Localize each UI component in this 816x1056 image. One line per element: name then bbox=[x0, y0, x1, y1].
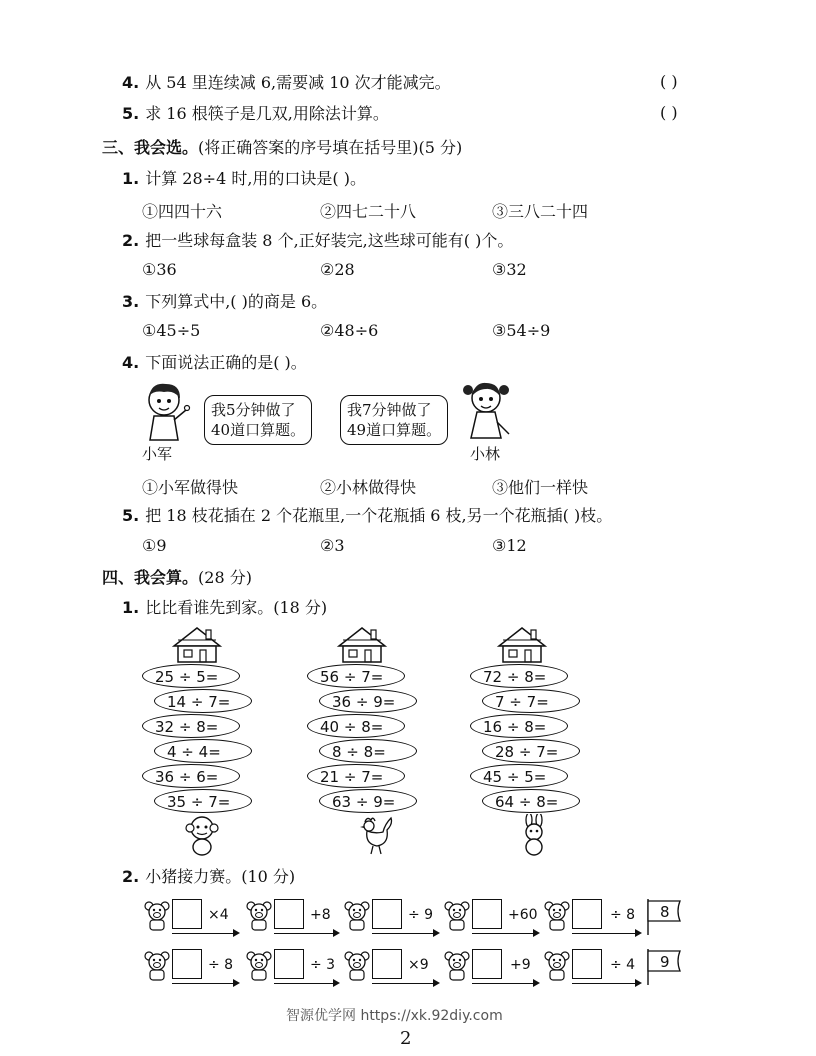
question-number: 2. bbox=[122, 231, 140, 250]
question-text: 求 16 根筷子是几双,用除法计算。 bbox=[145, 104, 389, 123]
question-text: 把一些球每盒装 8 个,正好装完,这些球可能有( )个。 bbox=[145, 231, 514, 250]
choice-q3 bbox=[122, 291, 327, 313]
question-number: 2. bbox=[122, 867, 140, 886]
question-text: 把 18 枝花插在 2 个花瓶里,一个花瓶插 6 枝,另一个花瓶插( )枝。 bbox=[145, 506, 613, 525]
question-text: 计算 28÷4 时,用的口诀是( )。 bbox=[145, 169, 366, 188]
pig-icon bbox=[246, 951, 272, 981]
calc-q2 bbox=[122, 866, 295, 888]
question-number: 1. bbox=[122, 169, 140, 188]
girl-illustration bbox=[455, 378, 517, 444]
section-heading: 三、我会选。 bbox=[102, 138, 199, 157]
operation-label: ×4 bbox=[208, 907, 229, 923]
right-speech-bubble bbox=[340, 395, 448, 445]
answer-box[interactable] bbox=[472, 899, 502, 929]
bubble-line: 我7分钟做了 bbox=[347, 401, 432, 419]
question-text: 从 54 里连续减 6,需要减 10 次才能减完。 bbox=[145, 73, 451, 92]
option-2[interactable]: ②28 bbox=[320, 260, 355, 279]
division-ellipse[interactable]: 45 ÷ 5= bbox=[470, 764, 568, 788]
question-number: 1. bbox=[122, 598, 140, 617]
operation-label: ÷ 8 bbox=[208, 957, 234, 973]
section-heading: 四、我会算。 bbox=[102, 568, 199, 587]
calc-q1 bbox=[122, 597, 327, 619]
division-ellipse[interactable]: 36 ÷ 6= bbox=[142, 764, 240, 788]
choice-q2 bbox=[122, 230, 513, 252]
answer-box[interactable] bbox=[572, 949, 602, 979]
section-4-title bbox=[102, 567, 252, 589]
pig-icon bbox=[544, 951, 570, 981]
option-1[interactable]: ①45÷5 bbox=[142, 321, 201, 340]
true-false-q5 bbox=[122, 103, 389, 125]
division-ellipse[interactable]: 28 ÷ 7= bbox=[482, 739, 580, 763]
left-name: 小军 bbox=[142, 445, 173, 463]
pig-icon bbox=[344, 951, 370, 981]
option-3[interactable]: ③三八二十四 bbox=[492, 202, 589, 221]
answer-box[interactable] bbox=[172, 949, 202, 979]
division-ellipse[interactable]: 36 ÷ 9= bbox=[319, 689, 417, 713]
house-icon bbox=[170, 626, 224, 664]
option-2[interactable]: ②四七二十八 bbox=[320, 202, 417, 221]
footer-watermark: 智源优学网 https://xk.92diy.com bbox=[286, 1008, 503, 1024]
division-ellipse[interactable]: 8 ÷ 8= bbox=[319, 739, 417, 763]
operation-label: +9 bbox=[510, 957, 531, 973]
choice-q5 bbox=[122, 505, 612, 527]
section-note: (将正确答案的序号填在括号里)(5 分) bbox=[198, 138, 463, 157]
division-ellipse[interactable]: 21 ÷ 7= bbox=[307, 764, 405, 788]
arrow-icon bbox=[572, 983, 640, 984]
relay-row-2 bbox=[0, 947, 816, 987]
right-name: 小林 bbox=[470, 445, 501, 463]
option-3[interactable]: ③12 bbox=[492, 536, 527, 555]
option-2[interactable]: ②48÷6 bbox=[320, 321, 379, 340]
question-text: 比比看谁先到家。(18 分) bbox=[145, 598, 328, 617]
question-text: 下列算式中,( )的商是 6。 bbox=[145, 292, 328, 311]
question-text: 小猪接力赛。(10 分) bbox=[145, 867, 296, 886]
flag-value: 8 bbox=[660, 903, 670, 921]
question-number: 5. bbox=[122, 506, 140, 525]
option-2[interactable]: ②小林做得快 bbox=[320, 478, 417, 497]
pig-icon bbox=[144, 951, 170, 981]
boy-illustration bbox=[138, 380, 198, 444]
option-3[interactable]: ③他们一样快 bbox=[492, 478, 589, 497]
operation-label: ÷ 4 bbox=[610, 957, 636, 973]
question-number: 4. bbox=[122, 73, 140, 92]
division-ellipse[interactable]: 14 ÷ 7= bbox=[154, 689, 252, 713]
answer-box[interactable] bbox=[274, 949, 304, 979]
arrow-icon bbox=[372, 983, 438, 984]
answer-box[interactable] bbox=[274, 899, 304, 929]
house-icon bbox=[495, 626, 549, 664]
arrow-icon bbox=[274, 933, 338, 934]
rooster-icon bbox=[355, 814, 397, 856]
answer-paren[interactable]: ( ) bbox=[660, 72, 678, 91]
pig-icon bbox=[344, 901, 370, 931]
arrow-icon bbox=[172, 983, 238, 984]
option-3[interactable]: ③32 bbox=[492, 260, 527, 279]
monkey-icon bbox=[182, 814, 222, 856]
pig-icon bbox=[444, 951, 470, 981]
arrow-icon bbox=[472, 983, 538, 984]
choice-q1 bbox=[122, 168, 366, 190]
operation-label: +8 bbox=[310, 907, 331, 923]
division-ellipse[interactable]: 4 ÷ 4= bbox=[154, 739, 252, 763]
operation-label: ×9 bbox=[408, 957, 429, 973]
section-note: (28 分) bbox=[198, 568, 252, 587]
answer-box[interactable] bbox=[472, 949, 502, 979]
house-icon bbox=[335, 626, 389, 664]
division-ellipse[interactable]: 35 ÷ 7= bbox=[154, 789, 252, 813]
arrow-icon bbox=[172, 933, 238, 934]
page-number: 2 bbox=[400, 1028, 412, 1049]
question-number: 3. bbox=[122, 292, 140, 311]
division-ellipse[interactable]: 25 ÷ 5= bbox=[142, 664, 240, 688]
answer-paren[interactable]: ( ) bbox=[660, 103, 678, 122]
answer-box[interactable] bbox=[372, 949, 402, 979]
operation-label: ÷ 9 bbox=[408, 907, 434, 923]
division-ellipse[interactable]: 40 ÷ 8= bbox=[307, 714, 405, 738]
pig-icon bbox=[544, 901, 570, 931]
arrow-icon bbox=[372, 933, 438, 934]
pig-icon bbox=[144, 901, 170, 931]
option-1[interactable]: ①小军做得快 bbox=[142, 478, 239, 497]
answer-box[interactable] bbox=[172, 899, 202, 929]
arrow-icon bbox=[274, 983, 338, 984]
division-ellipse[interactable]: 64 ÷ 8= bbox=[482, 789, 580, 813]
option-3[interactable]: ③54÷9 bbox=[492, 321, 551, 340]
division-ellipse[interactable]: 7 ÷ 7= bbox=[482, 689, 580, 713]
question-number: 4. bbox=[122, 353, 140, 372]
pig-icon bbox=[246, 901, 272, 931]
section-3-title bbox=[102, 137, 462, 159]
division-ellipse[interactable]: 56 ÷ 7= bbox=[307, 664, 405, 688]
left-speech-bubble bbox=[204, 395, 312, 445]
bubble-line: 我5分钟做了 bbox=[211, 401, 296, 419]
answer-box[interactable] bbox=[372, 899, 402, 929]
arrow-icon bbox=[472, 933, 538, 934]
operation-label: ÷ 8 bbox=[610, 907, 636, 923]
relay-row-1 bbox=[0, 897, 816, 937]
choice-q4 bbox=[122, 352, 307, 374]
division-ellipse[interactable]: 32 ÷ 8= bbox=[142, 714, 240, 738]
arrow-icon bbox=[572, 933, 640, 934]
bubble-line: 49道口算题。 bbox=[347, 421, 442, 439]
question-number: 5. bbox=[122, 104, 140, 123]
rabbit-icon bbox=[515, 814, 555, 856]
operation-label: +60 bbox=[508, 907, 538, 923]
option-1[interactable]: ①四四十六 bbox=[142, 202, 223, 221]
question-text: 下面说法正确的是( )。 bbox=[145, 353, 307, 372]
flag-value: 9 bbox=[660, 953, 670, 971]
option-2[interactable]: ②3 bbox=[320, 536, 345, 555]
division-ellipse[interactable]: 72 ÷ 8= bbox=[470, 664, 568, 688]
pig-icon bbox=[444, 901, 470, 931]
division-ellipse[interactable]: 63 ÷ 9= bbox=[319, 789, 417, 813]
true-false-q4 bbox=[122, 72, 451, 94]
operation-label: ÷ 3 bbox=[310, 957, 336, 973]
option-1[interactable]: ①9 bbox=[142, 536, 167, 555]
bubble-line: 40道口算题。 bbox=[211, 421, 306, 439]
division-ellipse[interactable]: 16 ÷ 8= bbox=[470, 714, 568, 738]
option-1[interactable]: ①36 bbox=[142, 260, 177, 279]
answer-box[interactable] bbox=[572, 899, 602, 929]
